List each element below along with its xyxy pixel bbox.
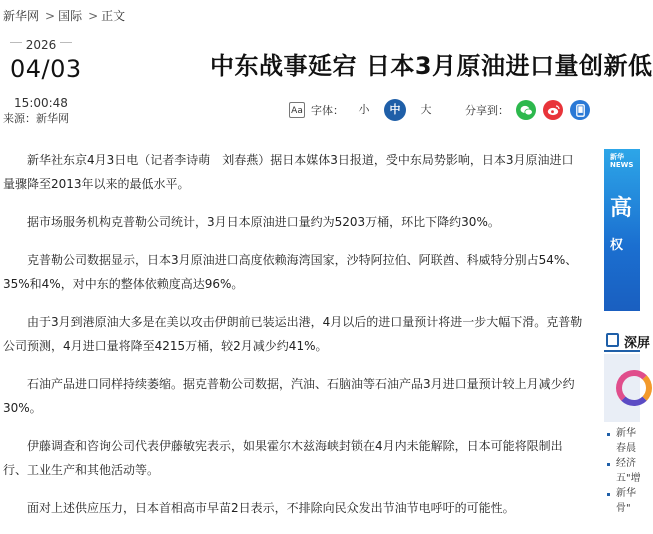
thumbnail-graphic xyxy=(616,370,652,406)
share-bar xyxy=(465,98,590,122)
document-icon xyxy=(606,333,619,347)
article-source: 来源：新华网 xyxy=(3,112,69,125)
weibo-icon[interactable] xyxy=(543,100,563,120)
breadcrumb-section-link[interactable]: 国际 xyxy=(58,9,83,23)
mobile-icon[interactable] xyxy=(570,100,590,120)
sidebar-section-title xyxy=(604,330,651,352)
article-body xyxy=(3,148,583,534)
article-paragraph: 面对上述供应压力，日本首相高市早苗2日表示，不排除向民众发出节油节电呼吁的可能性。 xyxy=(27,501,515,515)
page-title: 中东战事延宕 日本3月原油进口量创新低 xyxy=(210,52,653,80)
banner-headline: 高 xyxy=(610,196,633,221)
breadcrumb-separator: > xyxy=(88,9,99,23)
sidebar-news-list xyxy=(604,426,640,516)
font-size-icon: Aa xyxy=(289,102,305,118)
list-item-text: 春晨 xyxy=(616,443,636,454)
banner-logo-line: 新华 xyxy=(610,153,624,161)
sidebar-thumbnail[interactable] xyxy=(604,354,640,422)
breadcrumb-separator: > xyxy=(45,9,56,23)
publish-time: 15:00:48 xyxy=(14,96,68,110)
list-item-text: 骨" xyxy=(616,503,631,514)
publish-year: 2026 xyxy=(25,38,57,52)
font-size-label: 字体： xyxy=(311,104,344,117)
article-paragraph: 石油产品进口同样持续萎缩。据克普勒公司数据，汽油、石脑油等石油产品3月进口量预计较上月减少约30%。 xyxy=(3,377,575,415)
article-paragraph: 克普勒公司数据显示，日本3月原油进口高度依赖海湾国家，沙特阿拉伯、阿联酋、科威特分别占54%、35%和4%，对中东的整体依赖度高达96%。 xyxy=(3,253,578,291)
list-item-text: 五"增 xyxy=(616,473,641,484)
article-paragraph: 据市场服务机构克普勒公司统计，3月日本原油进口量约为5203万桶，环比下降约30%。 xyxy=(27,215,500,229)
list-item-text: 经济 xyxy=(616,458,636,469)
share-label: 分享到： xyxy=(465,104,509,117)
article-paragraph: 由于3月到港原油大多是在美以攻击伊朗前已装运出港，4月以后的进口量预计将进一步大幅下滑。克普勒公司预测，4月进口量将降至4215万桶，较2月减少约41%。 xyxy=(3,315,583,353)
breadcrumb-home-link[interactable]: 新华网 xyxy=(3,9,40,23)
font-size-control xyxy=(289,98,437,122)
breadcrumb xyxy=(3,7,128,24)
banner-logo-line: NEWS xyxy=(610,161,634,169)
list-item[interactable] xyxy=(604,486,640,516)
list-item[interactable] xyxy=(604,456,640,486)
breadcrumb-current: 正文 xyxy=(101,9,126,23)
publish-month-day: 04/03 xyxy=(10,55,82,83)
font-size-medium-button[interactable]: 中 xyxy=(384,99,406,121)
banner-logo xyxy=(610,153,633,169)
sidebar-banner[interactable] xyxy=(604,149,640,311)
list-item[interactable] xyxy=(604,426,640,456)
sidebar-section-label: 深屏 xyxy=(624,336,651,351)
article-paragraph: 伊藤调查和咨询公司代表伊藤敏宪表示，如果霍尔木兹海峡封锁在4月内未能解除，日本可能将限制出行、工业生产和其他活动等。 xyxy=(3,439,563,477)
banner-subline: 权 xyxy=(610,238,624,253)
publish-date xyxy=(10,34,82,110)
article-paragraph: 新华社东京4月3日电（记者李诗萌 刘春燕）据日本媒体3日报道，受中东局势影响，日本3月原油进口量骤降至2013年以来的最低水平。 xyxy=(3,153,574,191)
year-row xyxy=(10,34,72,50)
font-size-small-button[interactable]: 小 xyxy=(358,103,370,116)
list-item-text: 新华 xyxy=(616,488,636,499)
list-item-text: 新华 xyxy=(616,428,636,439)
font-size-large-button[interactable]: 大 xyxy=(420,103,432,116)
wechat-icon[interactable] xyxy=(516,100,536,120)
